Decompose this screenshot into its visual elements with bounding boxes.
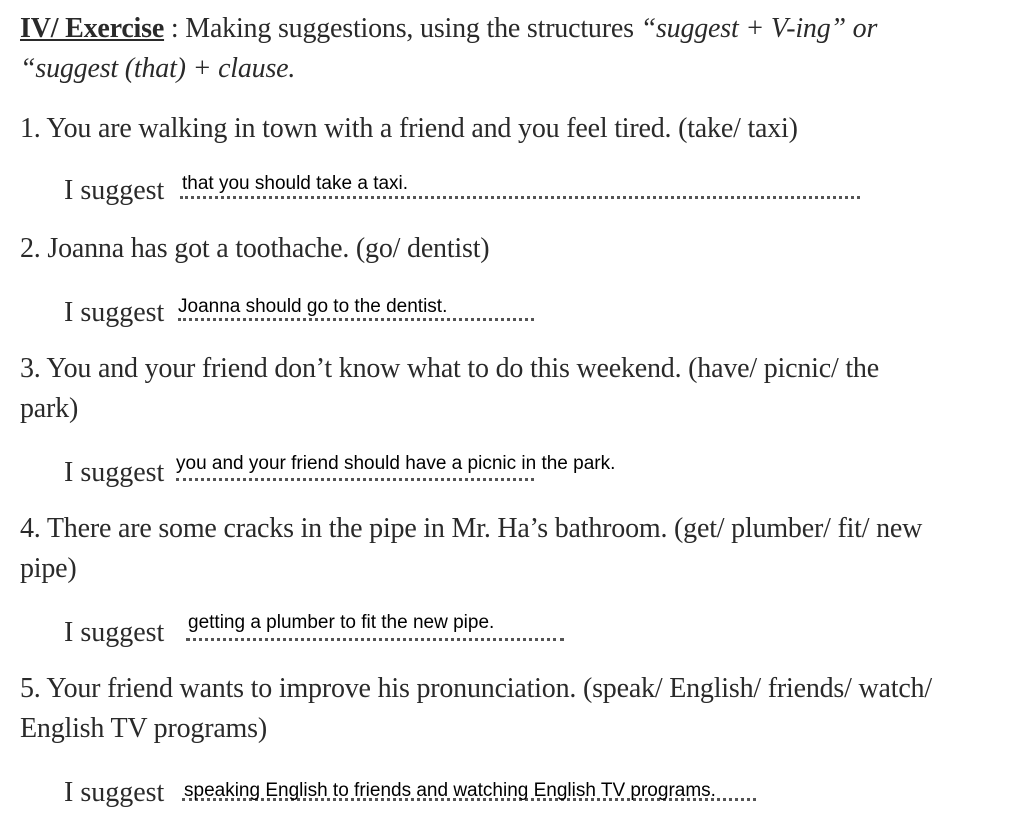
question-5-text: 5. Your friend wants to improve his pronunciation. (speak/ English/ friends/ watch/ [20, 673, 932, 704]
question-1-text: 1. You are walking in town with a friend and you feel tired. (take/ taxi) [20, 113, 798, 144]
question-4-text-cont: pipe) [20, 553, 77, 584]
answer-dotted-line [178, 318, 534, 321]
question-1-answer-line [64, 168, 864, 208]
exercise-heading [20, 12, 877, 46]
exercise-heading-intro: Making suggestions, using the structures [185, 13, 641, 44]
question-2-text: 2. Joanna has got a toothache. (go/ dentist) [20, 233, 490, 264]
exercise-heading-colon: : [164, 13, 186, 44]
structure-suggest-ving: “suggest + V-ing” or [640, 13, 878, 44]
question-4-text: 4. There are some cracks in the pipe in Mr. Ha’s bathroom. (get/ plumber/ fit/ new [20, 513, 923, 544]
answer-dotted-line [186, 638, 564, 641]
question-5-answer[interactable]: speaking English to friends and watching English TV programs. [184, 780, 716, 801]
suggest-prefix: I suggest [64, 617, 165, 648]
answer-dotted-line [176, 478, 534, 481]
exercise-heading-label: IV/ Exercise [20, 13, 165, 44]
question-1-answer[interactable]: that you should take a taxi. [182, 173, 409, 194]
question-4-answer-line [64, 610, 584, 650]
question-3-text-cont: park) [20, 393, 79, 424]
question-5-text-cont: English TV programs) [20, 713, 267, 744]
suggest-prefix: I suggest [64, 297, 165, 328]
question-5-answer-line [64, 770, 784, 810]
suggest-prefix: I suggest [64, 175, 165, 206]
question-2-answer-line [64, 290, 544, 330]
suggest-prefix: I suggest [64, 777, 165, 808]
question-2-answer[interactable]: Joanna should go to the dentist. [178, 296, 448, 317]
question-4-answer[interactable]: getting a plumber to fit the new pipe. [188, 612, 495, 633]
structure-suggest-clause: “suggest (that) + clause. [20, 53, 296, 84]
answer-dotted-line [180, 196, 860, 199]
question-3-answer[interactable]: you and your friend should have a picnic in the park. [176, 453, 616, 474]
suggest-prefix: I suggest [64, 457, 165, 488]
question-3-text: 3. You and your friend don’t know what to do this weekend. (have/ picnic/ the [20, 353, 879, 384]
question-3-answer-line [64, 450, 664, 490]
